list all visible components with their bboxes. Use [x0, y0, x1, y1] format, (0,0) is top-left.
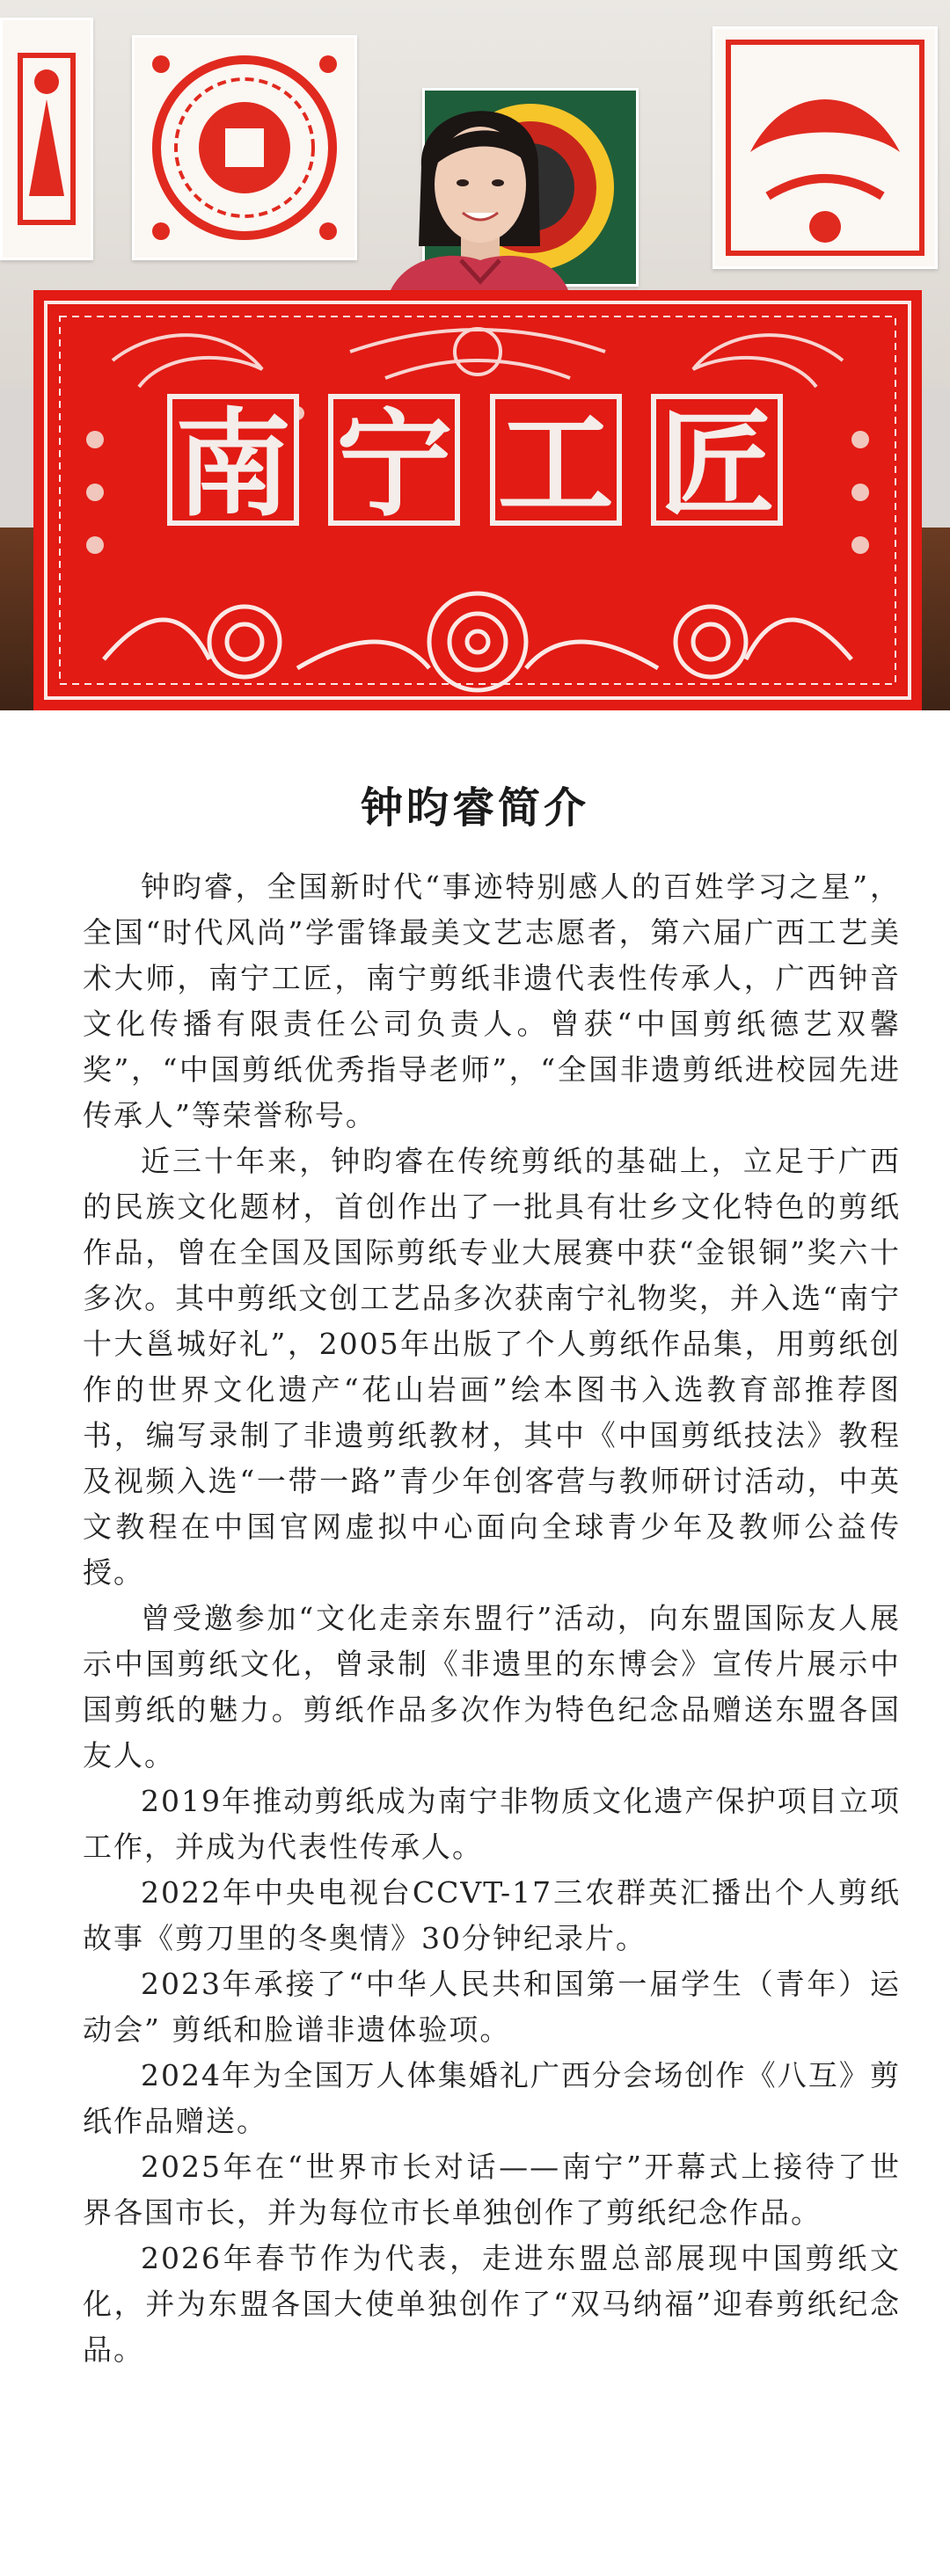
- framed-papercut-left: [0, 18, 93, 260]
- paragraph: 钟昀睿，全国新时代“事迹特别感人的百姓学习之星”，全国“时代风尚”学雷锋最美文艺志愿者，第六届广西工艺美术大师，南宁工匠，南宁剪纸非遗代表性传承人，广西钟音文化传播有限责任公司负责人。曾获“中国剪纸德艺双馨奖”，“中国剪纸优秀指导老师”，“全国非遗剪纸进校园先进传承人”等荣誉称号。: [83, 870, 901, 1132]
- banner-char: 宁: [328, 394, 460, 526]
- paragraph: 2026年春节作为代表，走进东盟总部展现中国剪纸文化，并为东盟各国大使单独创作了“双马纳福”迎春剪纸纪念品。: [83, 2241, 901, 2367]
- papercut-banner: [33, 290, 922, 710]
- banner-char: 工: [490, 394, 622, 526]
- paragraph: 2024年为全国万人体集婚礼广西分会场创作《八互》剪纸作品赠送。: [83, 2058, 901, 2138]
- article: [0, 710, 950, 2373]
- paragraph: 2023年承接了“中华人民共和国第一届学生（青年）运动会” 剪纸和脸谱非遗体验项。: [83, 1967, 901, 2047]
- paragraph: 2025年在“世界市长对话——南宁”开幕式上接待了世界各国市长，并为每位市长单独创作了剪纸纪念作品。: [83, 2150, 901, 2230]
- paragraph: 2019年推动剪纸成为南宁非物质文化遗产保护项目立项工作，并成为代表性传承人。: [83, 1784, 901, 1864]
- banner-char: 匠: [651, 394, 783, 526]
- hero-photo: [0, 0, 950, 710]
- banner-char: 南: [167, 394, 299, 526]
- paragraph: 2022年中央电视台CCVT-17三农群英汇播出个人剪纸故事《剪刀里的冬奥情》30分钟纪录片。: [83, 1875, 901, 1955]
- page-title: 钟昀睿简介: [360, 783, 589, 833]
- article-body: [83, 864, 901, 2373]
- paragraph: 曾受邀参加“文化走亲东盟行”活动，向东盟国际友人展示中国剪纸文化，曾录制《非遗里的东博会》宣传片展示中国剪纸的魅力。剪纸作品多次作为特色纪念品赠送东盟各国友人。: [83, 1601, 901, 1772]
- framed-papercut-dragon: [712, 26, 938, 269]
- framed-papercut-round: [132, 35, 357, 260]
- paragraph: 近三十年来，钟昀睿在传统剪纸的基础上，立足于广西的民族文化题材，首创作出了一批具有壮乡文化特色的剪纸作品，曾在全国及国际剪纸专业大展赛中获“金银铜”奖六十多次。其中剪纸文创工艺品多次获南宁礼物奖，并入选“南宁十大邕城好礼”，2005年出版了个人剪纸作品集，用剪纸创作的世界文化遗产“花山岩画”绘本图书入选教育部推荐图书，编写录制了非遗剪纸教材，其中《中国剪纸技法》教程及视频入选“一带一路”青少年创客营与教师研讨活动，中英文教程在中国官网虚拟中心面向全球青少年及教师公益传授。: [83, 1144, 901, 1590]
